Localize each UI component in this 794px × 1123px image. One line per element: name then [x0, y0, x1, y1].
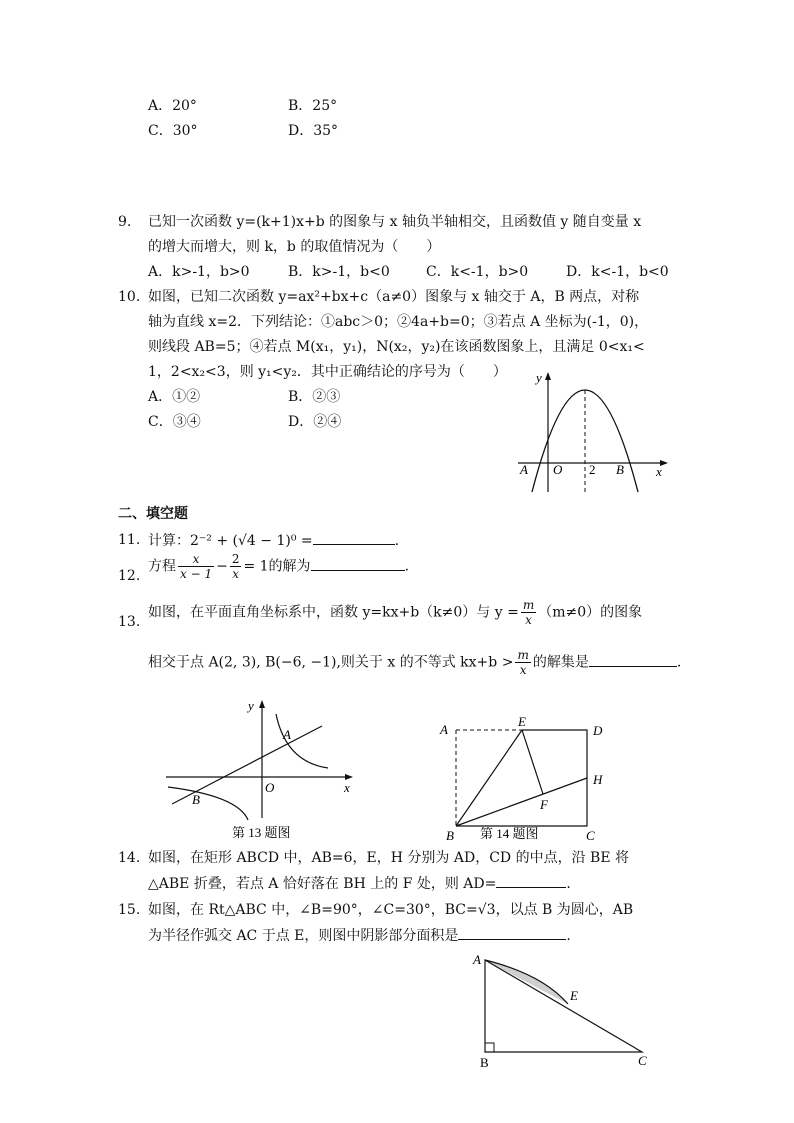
q14-answer-blank[interactable]	[496, 873, 566, 888]
q12-frac2-den: x	[230, 566, 242, 581]
q15-end: .	[566, 928, 571, 944]
q13-answer-blank[interactable]	[589, 652, 677, 667]
q13-fraction-2	[515, 648, 530, 677]
q12-frac1-num: x	[192, 552, 200, 566]
q14-label-h: H	[593, 772, 603, 787]
q15-number: 15.	[118, 902, 141, 918]
q15-triangle	[485, 960, 642, 1052]
q13-label-o: O	[265, 780, 275, 795]
q13-frac1-num: m	[522, 598, 535, 612]
q13-y-arrow	[259, 700, 265, 708]
q15-label-e: E	[570, 988, 578, 1003]
q12-end: .	[404, 558, 410, 575]
q10-line4: 1，2<x₂<3，则 y₁<y₂．其中正确结论的序号为（ ）	[148, 364, 507, 380]
q12-prefix: 方程	[148, 558, 176, 575]
q9-option-b: B．k>-1，b<0	[288, 264, 390, 280]
q14-figure	[436, 710, 616, 846]
q13-line1-a: 如图，在平面直角坐标系中，函数 y=kx+b（k≠0）与 y =	[148, 604, 519, 621]
q13-frac2-num: m	[517, 648, 529, 662]
q8-option-c: C．30°	[148, 123, 198, 139]
q11-end: .	[394, 533, 400, 549]
q12-number: 12.	[118, 568, 141, 584]
q14-caption: 第 14 题图	[480, 826, 539, 841]
q14-line2-text: △ABE 折叠，若点 A 恰好落在 BH 上的 F 处，则 AD=	[148, 876, 497, 892]
q15-figure	[468, 948, 664, 1074]
q14-line1: 如图，在矩形 ABCD 中，AB=6，E，H 分别为 AD，CD 的中点，沿 BE 将	[148, 850, 629, 866]
q13-line1	[148, 598, 642, 627]
q8-option-d: D．35°	[288, 123, 339, 139]
q15-line2	[148, 925, 571, 946]
q9-number: 9.	[118, 214, 132, 230]
q10-option-c: C．③④	[148, 414, 201, 430]
q13-number: 13.	[118, 614, 141, 630]
q10-label-x: x	[656, 464, 662, 479]
q13-line1-b: （m≠0）的图象	[538, 604, 643, 621]
q10-option-b: B．②③	[288, 389, 341, 405]
q15-right-angle-mark	[485, 1043, 494, 1052]
q10-label-y: y	[536, 370, 542, 385]
q11-expression: 2⁻² + (√4 − 1)⁰ =	[190, 533, 313, 549]
q10-y-arrow	[545, 372, 551, 380]
q12-minus: −	[216, 558, 228, 575]
q11-number: 11.	[118, 532, 141, 548]
q14-segment-bh	[456, 778, 587, 826]
q12-text	[148, 552, 409, 581]
q13-line2	[148, 648, 681, 677]
q10-parabola-figure	[510, 368, 680, 500]
q15-shaded-region	[485, 960, 568, 1004]
q13-label-b: B	[192, 792, 200, 807]
q8-option-a: A．20°	[148, 98, 197, 114]
q10-label-o: O	[553, 462, 563, 477]
q14-segment-ef	[522, 730, 543, 794]
q13-line2-a: 相交于点 A(2, 3), B(−6, −1),则关于 x 的不等式 kx+b >	[148, 654, 514, 671]
q13-line2-b: 的解集是	[532, 654, 589, 671]
q14-end: .	[566, 876, 571, 892]
q11-text	[148, 530, 399, 551]
q8-option-b: B．25°	[288, 98, 338, 114]
q12-answer-blank[interactable]	[311, 556, 405, 571]
q10-number: 10.	[118, 289, 141, 305]
q15-line1: 如图，在 Rt△ABC 中，∠B=90°，∠C=30°，BC=√3，以点 B 为圆心，AB	[148, 902, 634, 918]
q15-label-a: A	[473, 952, 481, 967]
q13-label-x: x	[344, 780, 350, 795]
q13-fraction-1	[521, 598, 536, 627]
q14-number: 14.	[118, 850, 141, 866]
q13-frac1-den: x	[521, 612, 536, 627]
q12-frac1-den: x − 1	[180, 567, 213, 581]
q9-option-d: D．k<-1，b<0	[566, 264, 669, 280]
q14-label-b: B	[446, 828, 454, 843]
q14-label-a: A	[440, 722, 448, 737]
q13-caption: 第 13 题图	[232, 825, 291, 840]
q14-label-c: C	[586, 828, 595, 843]
q14-label-e: E	[518, 714, 526, 729]
q12-fraction-2	[230, 552, 242, 581]
q15-answer-blank[interactable]	[458, 925, 566, 940]
q13-label-y: y	[248, 698, 254, 713]
q12-fraction-1	[178, 552, 214, 581]
q15-label-c: C	[638, 1053, 647, 1068]
q14-label-d: D	[593, 723, 603, 738]
q11-answer-blank[interactable]	[313, 530, 395, 545]
q10-line1: 如图，已知二次函数 y=ax²+bx+c（a≠0）图象与 x 轴交于 A，B 两点，对称	[148, 289, 640, 305]
section-title-fill-in: 二、填空题	[118, 506, 188, 522]
q13-hyperbola-branch-2	[168, 787, 248, 820]
q10-line3: 则线段 AB=5；④若点 M(x₁，y₁)，N(x₂，y₂)在该函数图象上，且满足 0<x₁<	[148, 339, 645, 355]
q9-line1: 已知一次函数 y=(k+1)x+b 的图象与 x 轴负半轴相交，且函数值 y 随自变量 x	[148, 214, 642, 230]
q10-option-a: A．①②	[148, 389, 201, 405]
q12-rhs: = 1的解为	[243, 558, 311, 575]
q9-line2: 的增大而增大，则 k，b 的取值情况为（ ）	[148, 239, 441, 255]
q11-prefix: 计算：	[148, 533, 190, 549]
q10-option-d: D．②④	[288, 414, 342, 430]
q10-label-2: 2	[589, 462, 596, 477]
q13-label-a: A	[283, 727, 291, 742]
q13-frac2-den: x	[515, 662, 530, 677]
q14-rect-edges	[456, 730, 587, 826]
q9-option-a: A．k>-1，b>0	[148, 264, 250, 280]
q10-label-b: B	[616, 462, 624, 477]
q14-label-f: F	[540, 797, 548, 812]
q10-label-a: A	[520, 462, 528, 477]
q13-figure	[160, 694, 370, 844]
q14-line2	[148, 873, 571, 894]
q15-label-b: B	[480, 1055, 489, 1070]
q14-fold-be	[456, 730, 522, 826]
q10-line2: 轴为直线 x=2．下列结论：①abc＞0；②4a+b=0；③若点 A 坐标为(-1，0)，	[148, 314, 649, 330]
q13-end: .	[676, 654, 682, 671]
q15-line2-text: 为半径作弧交 AC 于点 E，则图中阴影部分面积是	[148, 928, 459, 944]
q9-option-c: C．k<-1，b>0	[426, 264, 529, 280]
q12-frac2-num: 2	[231, 552, 240, 566]
